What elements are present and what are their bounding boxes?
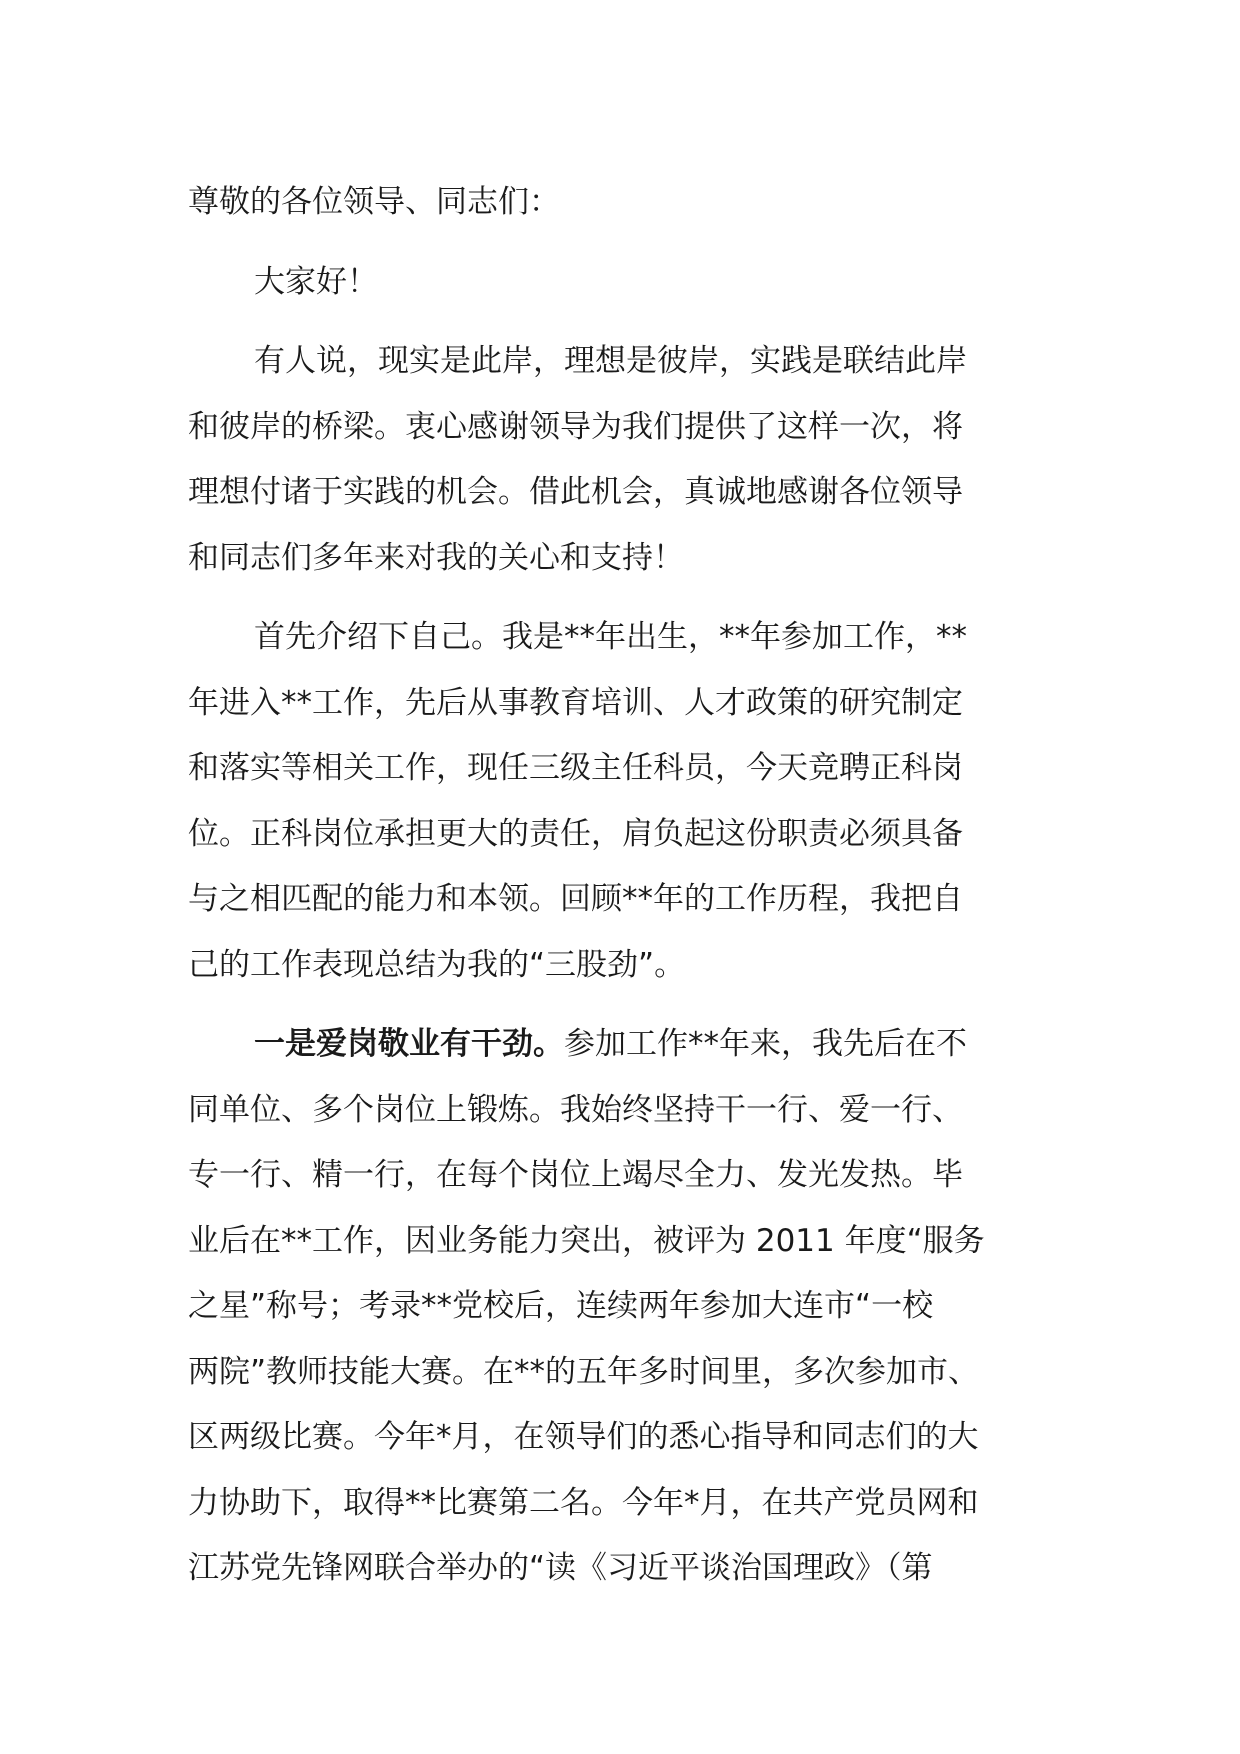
text-line: 专一行、精一行，在每个岗位上竭尽全力、发光发热。毕 [188,1157,963,1193]
greeting [188,250,1068,316]
text-line-rest: 参加工作**年来，我先后在不 [564,1026,967,1062]
salutation-text: 尊敬的各位领导、同志们： [188,184,560,220]
text-line-first [188,1012,1068,1078]
text-line: 和落实等相关工作，现任三级主任科员，今天竞聘正科岗 [188,750,963,786]
text-line: 力协助下，取得**比赛第二名。今年*月，在共产党员网和 [188,1484,979,1521]
text-line: 和彼岸的桥梁。衷心感谢领导为我们提供了这样一次，将 [188,408,963,445]
text-line: 江苏党先锋网联合举办的“读《习近平谈治国理政》（第 [188,1550,933,1586]
text-line: 理想付诸于实践的机会。借此机会，真诚地感谢各位领导 [188,474,963,510]
greeting-text: 大家好！ [254,263,378,300]
text-line: 首先介绍下自己。我是**年出生，**年参加工作，** [254,619,967,655]
text-line: 业后在**工作，因业务能力突出，被评为 2011 年度“服务 [188,1222,985,1259]
text-line: 与之相匹配的能力和本领。回顾**年的工作历程，我把自 [188,881,963,917]
text-line: 两院”教师技能大赛。在**的五年多时间里，多次参加市、 [188,1353,980,1390]
text-line: 和同志们多年来对我的关心和支持！ [188,539,684,576]
speech-body [188,170,1068,1602]
paragraph-self-introduction [188,605,1068,998]
paragraph-dedication [188,1012,1068,1602]
text-line: 有人说，现实是此岸，理想是彼岸，实践是联结此岸 [254,343,967,379]
salutation [188,170,1068,236]
text-line: 己的工作表现总结为我的“三股劲”。 [188,946,686,983]
text-line: 位。正科岗位承担更大的责任，肩负起这份职责必须具备 [188,815,963,852]
text-line: 同单位、多个岗位上锻炼。我始终坚持干一行、爱一行、 [188,1091,963,1128]
paragraph-lead-heading: 一是爱岗敬业有干劲。 [254,1026,564,1062]
text-line: 区两级比赛。今年*月，在领导们的悉心指导和同志们的大 [188,1419,979,1455]
paragraph-intro [188,329,1068,591]
text-line: 年进入**工作，先后从事教育培训、人才政策的研究制定 [188,684,963,721]
text-line: 之星”称号；考录**党校后，连续两年参加大连市“一校 [188,1288,934,1324]
